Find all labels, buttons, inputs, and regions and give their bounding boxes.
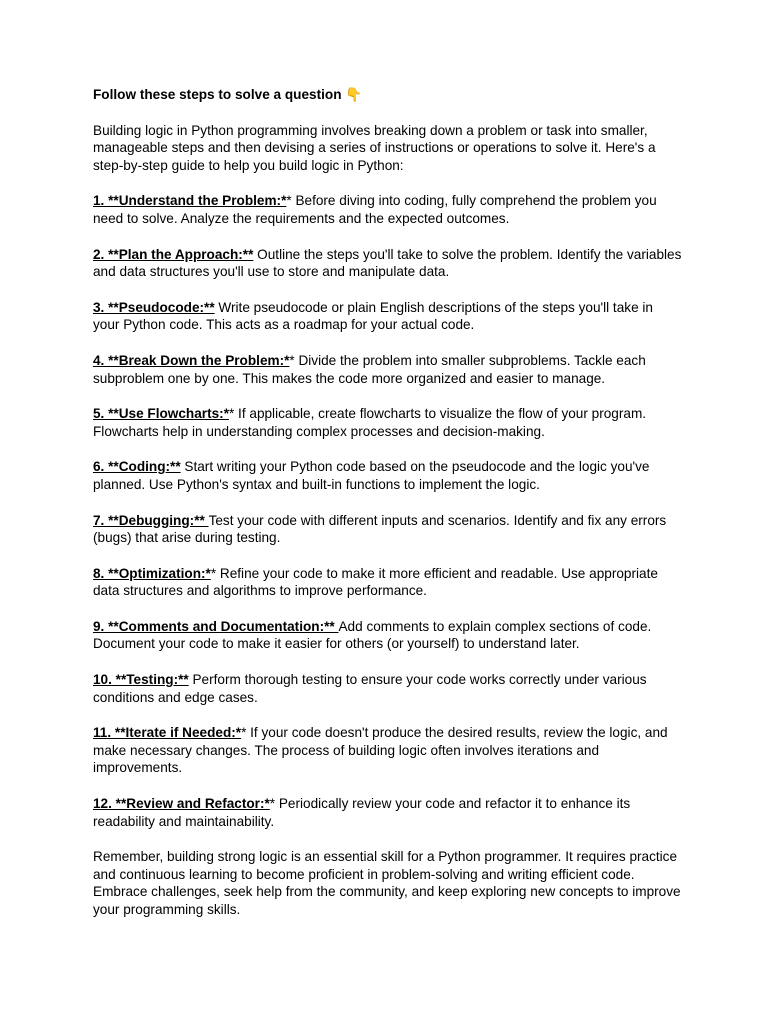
document-title [93, 86, 683, 104]
step-heading: 11. **Iterate if Needed:* [93, 725, 242, 741]
step-item [93, 192, 683, 227]
step-heading: 7. **Debugging:** [93, 512, 209, 528]
step-body: Outline the steps you'll take to solve the problem. Identify the variables and data structures you'll use to store and manipulate data. [93, 246, 682, 280]
pointing-down-icon: 👇 [345, 87, 363, 102]
step-body: * If applicable, create flowcharts to visualize the flow of your program. Flowcharts help in understanding complex processes and decision-making. [93, 406, 647, 439]
step-heading: 9. **Comments and Documentation:** [93, 618, 339, 634]
step-item [93, 671, 683, 706]
step-heading: 2. **Plan the Approach:** [93, 246, 254, 262]
step-heading: 1. **Understand the Problem:* [93, 193, 287, 209]
step-item [93, 458, 683, 493]
step-body: * Before diving into coding, fully comprehend the problem you need to solve. Analyze the requirements and the expected outcomes. [93, 193, 657, 226]
step-body: * Divide the problem into smaller subproblems. Tackle each subproblem one by one. This makes the code more organized and easier to manage. [93, 352, 646, 386]
step-item [93, 565, 683, 600]
step-item [93, 246, 683, 281]
step-heading: 4. **Break Down the Problem:* [93, 352, 290, 368]
step-item [93, 405, 683, 440]
step-item [93, 618, 683, 653]
step-body: * Periodically review your code and refactor it to enhance its readability and maintainability. [93, 796, 631, 829]
step-body: * Refine your code to make it more efficient and readable. Use appropriate data structures and algorithms to improve performance. [93, 565, 658, 599]
step-heading: 5. **Use Flowcharts:* [93, 406, 229, 422]
step-heading: 8. **Optimization:* [93, 565, 211, 581]
step-heading: 6. **Coding:** [93, 459, 181, 475]
step-body: Test your code with different inputs and scenarios. Identify and fix any errors (bugs) that arise during testing. [93, 512, 667, 546]
step-body: Start writing your Python code based on the pseudocode and the logic you've planned. Use Python's syntax and built-in functions to implement the logic. [93, 459, 650, 492]
title-text: Follow these steps to solve a question [93, 87, 342, 102]
closing-paragraph: Remember, building strong logic is an essential skill for a Python programmer. It requires practice and continuous learning to become proficient in problem-solving and writing efficient code. Embrace challenges, seek help from the community, and keep exploring new concepts to improve your programming skills. [93, 849, 681, 917]
steps-list [93, 192, 683, 830]
step-item [93, 352, 683, 387]
document-page [93, 86, 683, 937]
step-body: Write pseudocode or plain English descriptions of the steps you'll take in your Python code. This acts as a roadmap for your actual code. [93, 299, 653, 333]
step-body: * If your code doesn't produce the desired results, review the logic, and make necessary changes. The process of building logic often involves iterations and improvements. [93, 725, 668, 776]
step-heading: 3. **Pseudocode:** [93, 299, 215, 315]
step-body: Perform thorough testing to ensure your code works correctly under various conditions and edge cases. [93, 672, 647, 705]
step-item [93, 724, 683, 777]
step-item [93, 299, 683, 334]
step-item [93, 795, 683, 830]
step-item [93, 512, 683, 547]
step-heading: 10. **Testing:** [93, 672, 189, 688]
step-body: Add comments to explain complex sections of code. Document your code to make it easier for others (or yourself) to understand later. [93, 618, 652, 652]
step-heading: 12. **Review and Refactor:* [93, 796, 270, 812]
intro-paragraph: Building logic in Python programming involves breaking down a problem or task into smaller, manageable steps and then devising a series of instructions or operations to solve it. Here's a step-by-step guide to help you build logic in Python: [93, 122, 656, 173]
